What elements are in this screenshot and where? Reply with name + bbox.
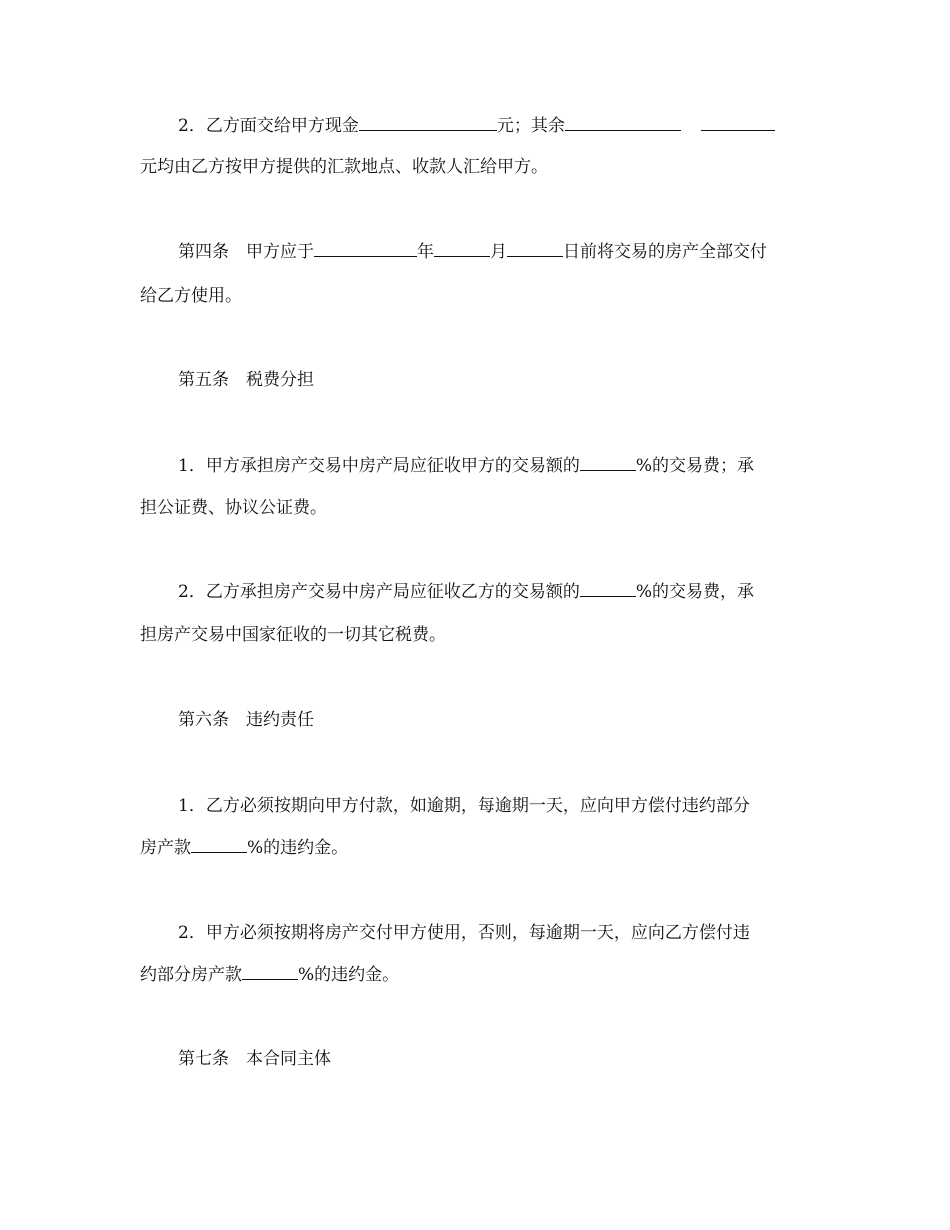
clause-6-item-1-line-2 [140, 836, 820, 860]
clause-5-item-1-line-1 [178, 454, 858, 478]
clause-5-item-2-line-2 [140, 623, 820, 647]
clause-5-item-2-line-1 [178, 580, 858, 604]
year-blank [314, 240, 417, 257]
clause-heading: 第五条 税费分担 [178, 370, 314, 390]
clause-text: 给乙方使用。 [140, 286, 242, 306]
clause-text: %的违约金。 [298, 965, 400, 985]
clause-6-heading [178, 708, 858, 732]
clause-4-line-1 [178, 240, 858, 264]
clause-5-heading [178, 368, 858, 392]
cash-amount-blank [359, 114, 497, 131]
clause-text: 元均由乙方按甲方提供的汇款地点、收款人汇给甲方。 [140, 157, 548, 177]
clause-text: 年 [417, 242, 434, 262]
clause-text: 担公证费、协议公证费。 [140, 498, 327, 518]
clause-7-heading [178, 1047, 858, 1071]
clause-text: 日前将交易的房产全部交付 [563, 242, 767, 262]
clause-text: %的交易费；承 [635, 456, 754, 476]
clause-text: 约部分房产款 [140, 965, 242, 985]
clause-text: 2．乙方面交给甲方现金 [178, 116, 359, 136]
clause-heading: 第七条 本合同主体 [178, 1049, 331, 1069]
clause-4-line-2 [140, 284, 820, 308]
remainder-amount-blank-2 [701, 114, 775, 131]
seller-penalty-percent-blank [242, 963, 298, 980]
clause-text: %的违约金。 [247, 838, 349, 858]
clause-6-item-2-line-1 [178, 921, 858, 945]
party-b-fee-percent-blank [580, 580, 636, 597]
clause-text: 1．甲方承担房产交易中房产局应征收甲方的交易额的 [178, 456, 580, 476]
clause-heading: 第六条 违约责任 [178, 710, 314, 730]
clause-6-item-1-line-1 [178, 794, 858, 818]
clause-heading: 第四条 甲方应于 [178, 242, 314, 262]
clause-text: 担房产交易中国家征收的一切其它税费。 [140, 625, 446, 645]
clause-3-item-2-line-1 [178, 114, 858, 138]
clause-text: 2．乙方承担房产交易中房产局应征收乙方的交易额的 [178, 582, 580, 602]
clause-6-item-2-line-2 [140, 963, 820, 987]
clause-text: 2．甲方必须按期将房产交付甲方使用，否则，每逾期一天，应向乙方偿付违 [178, 923, 750, 943]
buyer-penalty-percent-blank [191, 836, 247, 853]
clause-3-item-2-line-2 [140, 155, 820, 179]
party-a-fee-percent-blank [580, 454, 636, 471]
clause-text: 房产款 [140, 838, 191, 858]
day-blank [507, 240, 563, 257]
clause-text: 元；其余 [496, 116, 565, 136]
month-blank [434, 240, 490, 257]
clause-5-item-1-line-2 [140, 496, 820, 520]
clause-text: 月 [490, 242, 507, 262]
clause-text: %的交易费，承 [635, 582, 754, 602]
remainder-amount-blank [565, 114, 681, 131]
clause-text: 1．乙方必须按期向甲方付款，如逾期，每逾期一天，应向甲方偿付违约部分 [178, 796, 750, 816]
